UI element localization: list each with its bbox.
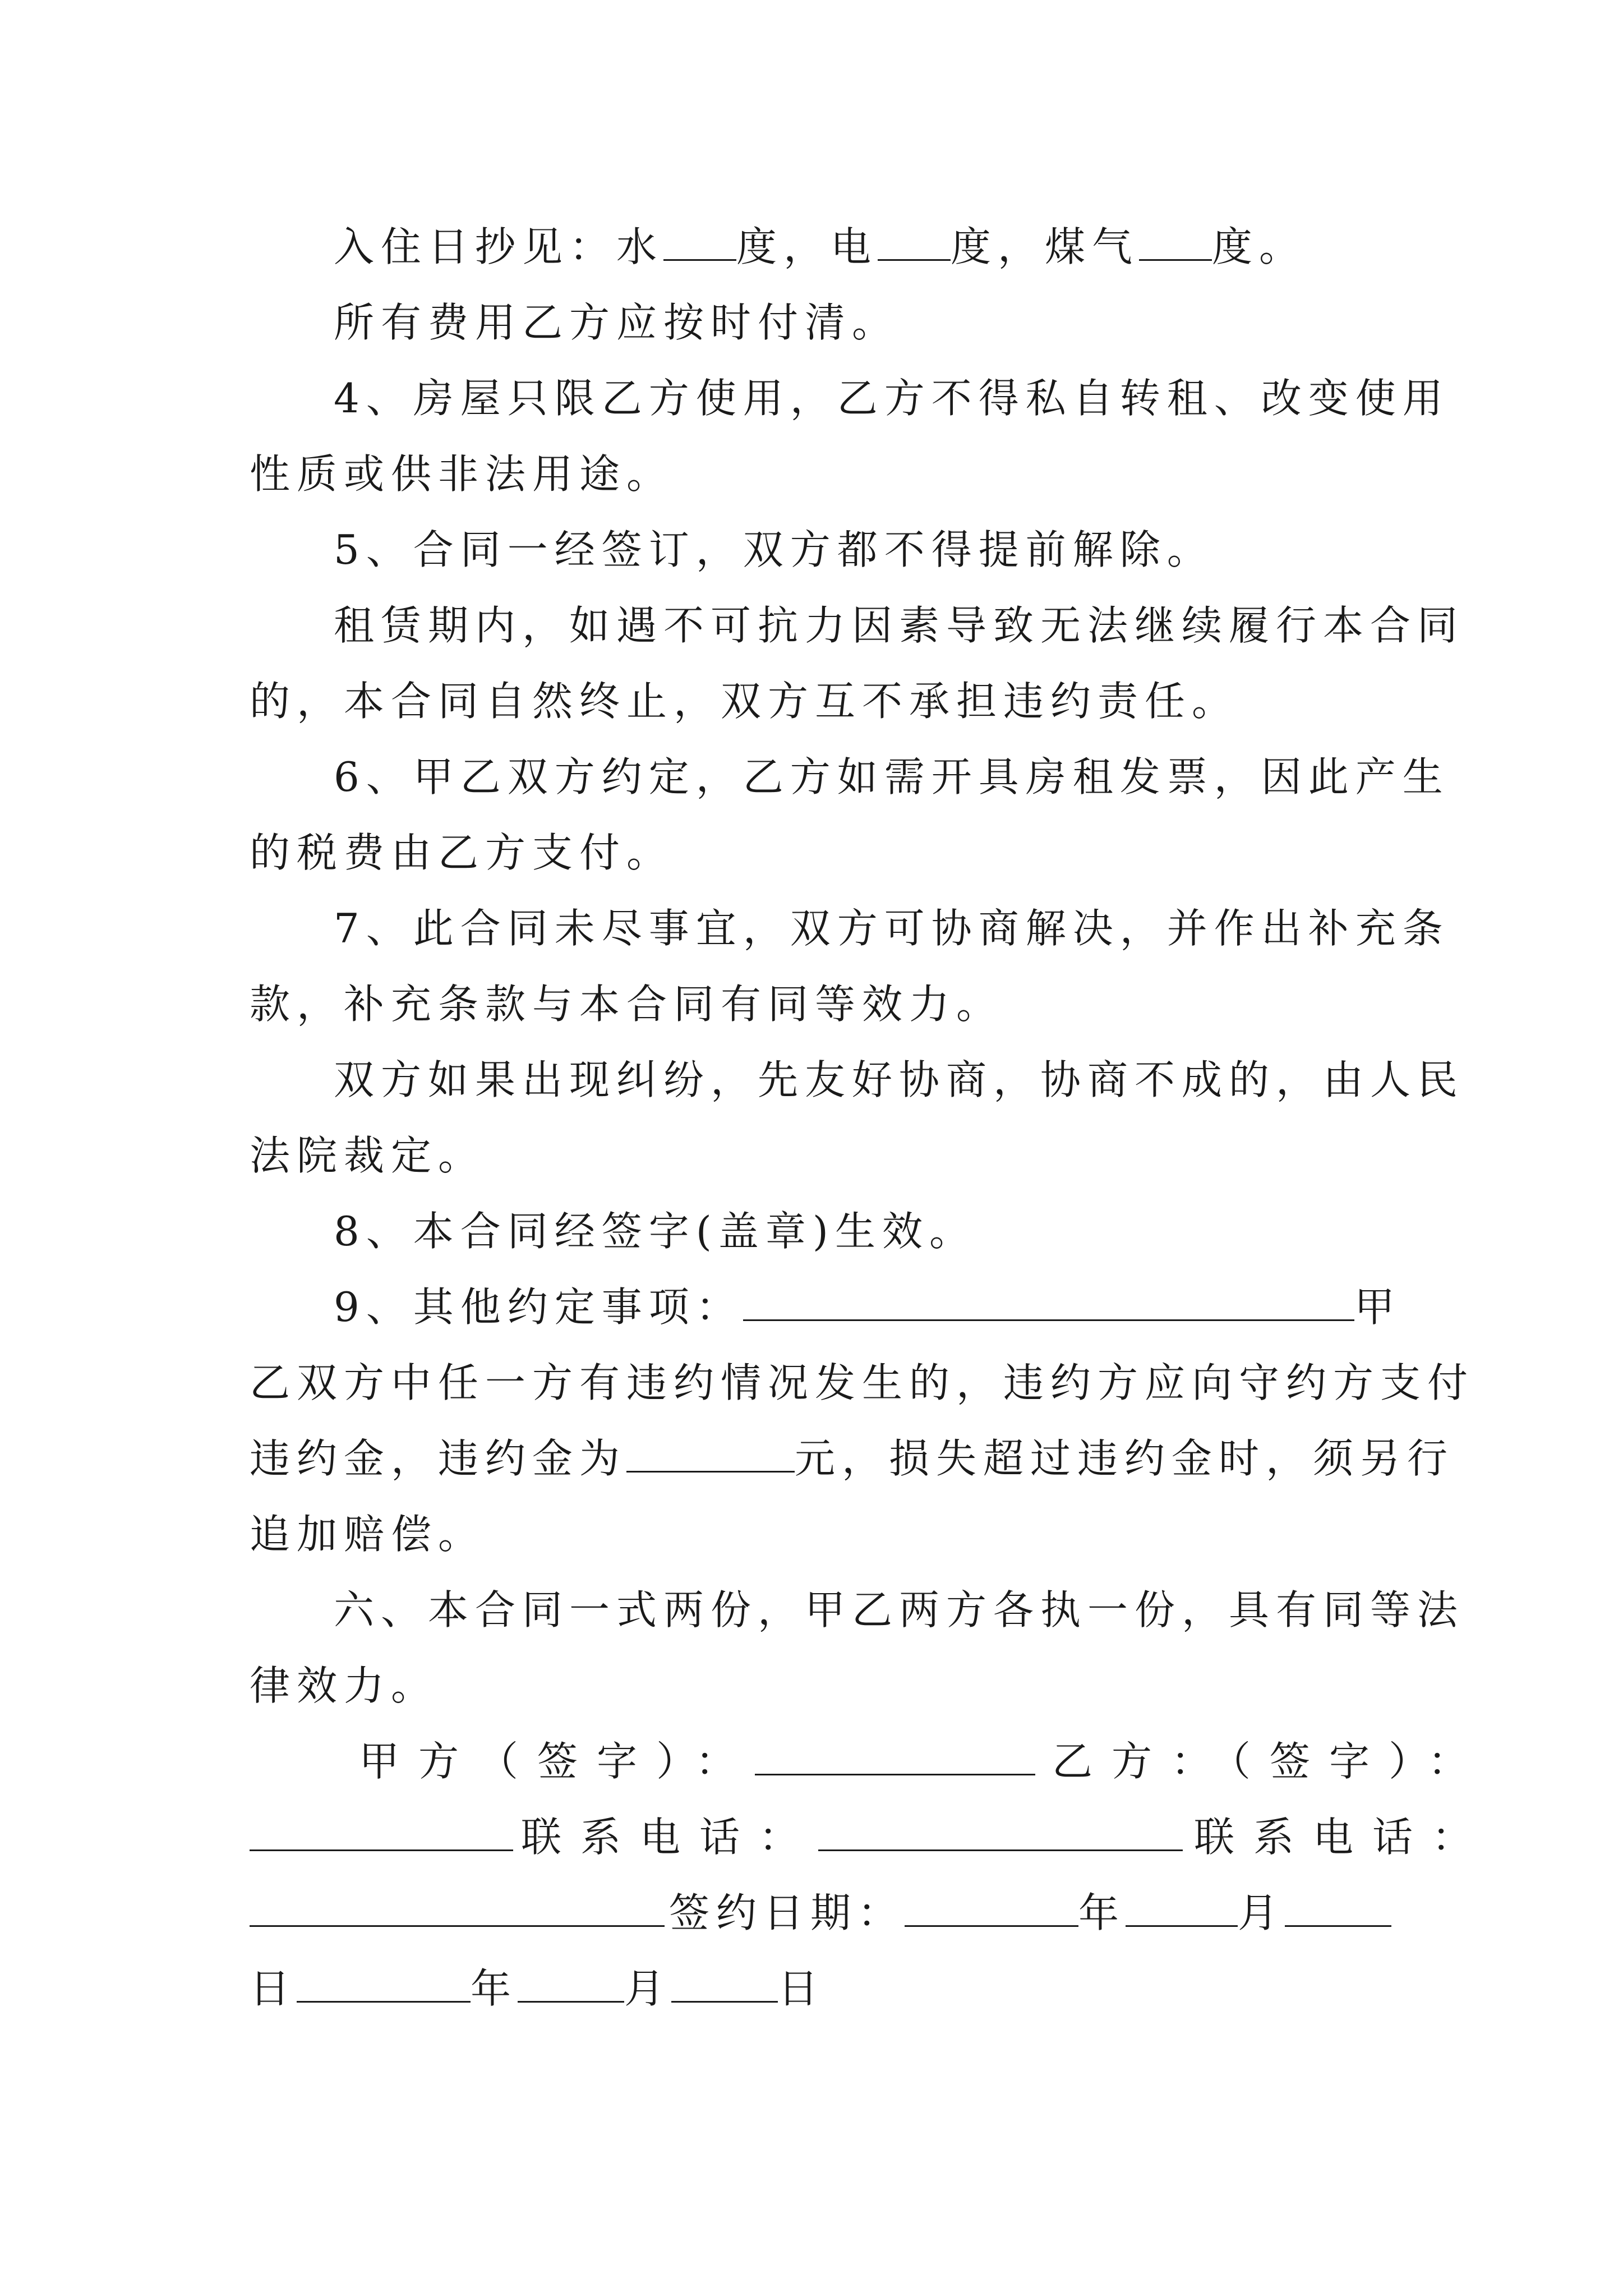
meter-reading-label: 入住日抄见：水 [334, 223, 664, 270]
sign-date-label: 签约日期： [669, 1889, 905, 1936]
clause-6-line-1: 6、甲乙双方约定，乙方如需开具房租发票，因此产生 [334, 753, 1450, 800]
year-blank [905, 1892, 1078, 1927]
dispute-line-2: 法院裁定。 [250, 1132, 486, 1179]
penalty-text: 元，损失超过违约金时，须另行 [795, 1435, 1455, 1482]
clause-4-line-2: 性质或供非法用途。 [250, 450, 674, 498]
party-a-sign-blank [755, 1740, 1035, 1775]
month-label-2: 月 [624, 1965, 672, 2012]
clause-8: 8、本合同经签字(盖章)生效。 [334, 1208, 976, 1255]
month-label: 月 [1238, 1889, 1285, 1936]
copies-line-1: 六、本合同一式两份，甲乙两方各执一份，具有同等法 [334, 1586, 1465, 1634]
sign-date-line [250, 1882, 1377, 1944]
electric-label: 度，电 [736, 223, 878, 270]
party-b-sign-blank [250, 1816, 513, 1851]
electric-blank [878, 226, 951, 261]
party-b-phone-blank [250, 1892, 665, 1927]
other-terms-label: 9、其他约定事项： [334, 1283, 743, 1331]
party-b-phone-label: 联系电话： [1194, 1814, 1492, 1861]
party-a-sign-label: 甲方（签字）： [359, 1738, 755, 1785]
clause-9-line-4: 追加赔偿。 [250, 1511, 486, 1558]
year-blank-2 [297, 1967, 471, 2003]
gas-label: 度，煤气 [951, 223, 1140, 270]
clause-9-line-2: 乙双方中任一方有违约情况发生的，违约方应向守约方支付 [250, 1359, 1475, 1406]
clause-7-line-1: 7、此合同未尽事宜，双方可协商解决，并作出补充条 [334, 905, 1450, 952]
meter-reading-line [334, 216, 1377, 278]
party-a-phone-label: 联系电话： [521, 1814, 819, 1861]
text-line: 所有费用乙方应按时付清。 [334, 299, 900, 346]
day-blank [1285, 1892, 1391, 1927]
gas-unit: 度。 [1212, 223, 1307, 270]
month-blank [1126, 1892, 1238, 1927]
day-label-2: 日 [778, 1965, 826, 2012]
signature-line [359, 1731, 1488, 1792]
clause-6-line-2: 的税费由乙方支付。 [250, 829, 674, 876]
force-majeure-line-2: 的，本合同自然终止，双方互不承担违约责任。 [250, 678, 1239, 725]
force-majeure-line-1: 租赁期内，如遇不可抗力因素导致无法继续履行本合同 [334, 602, 1465, 649]
contact-line [250, 1806, 1492, 1868]
clause-4-line-1: 4、房屋只限乙方使用，乙方不得私自转租、改变使用 [334, 375, 1450, 422]
copies-line-2: 律效力。 [250, 1662, 439, 1709]
clause-9-line-3 [250, 1428, 1455, 1489]
gas-blank [1139, 226, 1212, 261]
other-terms-blank [743, 1286, 1354, 1321]
clause-7-line-2: 款，补充条款与本合同有同等效力。 [250, 981, 1004, 1028]
party-b-sign-label: 乙方：（签字）： [1052, 1738, 1488, 1785]
day-blank-2 [671, 1967, 778, 2003]
second-date-line [250, 1958, 1377, 2019]
month-blank-2 [518, 1967, 624, 2003]
text-fragment: 甲 [1354, 1283, 1401, 1331]
penalty-label: 违约金，违约金为 [250, 1435, 627, 1482]
year-label-2: 年 [471, 1965, 518, 2012]
clause-9-line-1 [334, 1276, 1401, 1338]
penalty-amount-blank [626, 1437, 795, 1473]
year-label: 年 [1078, 1889, 1126, 1936]
water-blank [663, 226, 736, 261]
dispute-line-1: 双方如果出现纠纷，先友好协商，协商不成的，由人民 [334, 1056, 1465, 1103]
party-a-phone-blank [818, 1816, 1183, 1851]
day-label: 日 [250, 1965, 297, 2012]
clause-5: 5、合同一经签订，双方都不得提前解除。 [334, 526, 1214, 573]
